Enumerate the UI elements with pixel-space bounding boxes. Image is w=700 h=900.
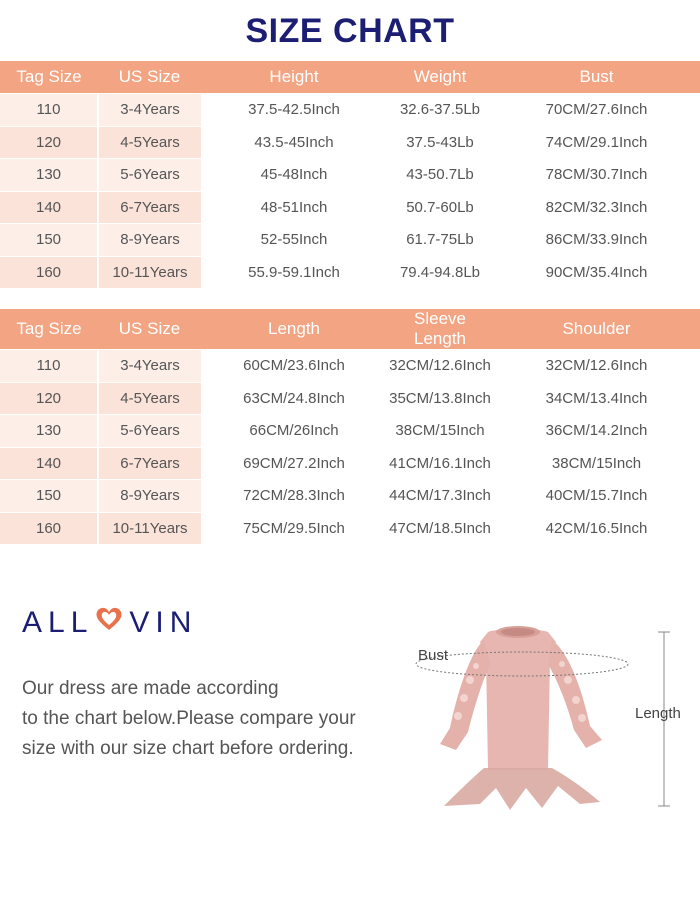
table-cell: 130 bbox=[0, 159, 98, 192]
table-cell: 63CM/24.8Inch bbox=[201, 382, 387, 415]
bust-label: Bust bbox=[418, 647, 449, 664]
table-cell: 72CM/28.3Inch bbox=[201, 480, 387, 513]
table-cell: 69CM/27.2Inch bbox=[201, 447, 387, 480]
table-cell: 52-55Inch bbox=[201, 224, 387, 257]
table-cell: 37.5-42.5Inch bbox=[201, 94, 387, 127]
table-cell: 70CM/27.6Inch bbox=[493, 94, 700, 127]
table-cell: 150 bbox=[0, 480, 98, 513]
table-cell: 48-51Inch bbox=[201, 191, 387, 224]
table-cell: 5-6Years bbox=[98, 415, 201, 448]
table-row bbox=[0, 126, 700, 159]
column-header: Length bbox=[201, 309, 387, 350]
brand-logo-right: VIN bbox=[129, 606, 198, 639]
table-cell: 120 bbox=[0, 126, 98, 159]
table-cell: 37.5-43Lb bbox=[387, 126, 493, 159]
table-cell: 110 bbox=[0, 94, 98, 127]
table-cell: 36CM/14.2Inch bbox=[493, 415, 700, 448]
size-table-measurements bbox=[0, 61, 700, 288]
table-cell: 10-11Years bbox=[98, 256, 201, 288]
column-header: US Size bbox=[98, 61, 201, 94]
table-cell: 43.5-45Inch bbox=[201, 126, 387, 159]
table-row bbox=[0, 512, 700, 544]
table-cell: 40CM/15.7Inch bbox=[493, 480, 700, 513]
table-cell: 8-9Years bbox=[98, 480, 201, 513]
brand-logo-left: ALL bbox=[22, 606, 94, 639]
table-cell: 120 bbox=[0, 382, 98, 415]
table-cell: 60CM/23.6Inch bbox=[201, 350, 387, 383]
column-header: US Size bbox=[98, 309, 201, 350]
column-header: Sleeve Length bbox=[387, 309, 493, 350]
table-header-row bbox=[0, 309, 700, 350]
table-cell: 160 bbox=[0, 512, 98, 544]
table-cell: 45-48Inch bbox=[201, 159, 387, 192]
description-line: to the chart below.Please compare your bbox=[22, 708, 356, 729]
table-cell: 32CM/12.6Inch bbox=[493, 350, 700, 383]
table-cell: 34CM/13.4Inch bbox=[493, 382, 700, 415]
table-cell: 8-9Years bbox=[98, 224, 201, 257]
table-row bbox=[0, 159, 700, 192]
table-header-row bbox=[0, 61, 700, 94]
table-row bbox=[0, 480, 700, 513]
table-cell: 82CM/32.3Inch bbox=[493, 191, 700, 224]
table-cell: 74CM/29.1Inch bbox=[493, 126, 700, 159]
table-cell: 130 bbox=[0, 415, 98, 448]
table-row bbox=[0, 415, 700, 448]
table-cell: 66CM/26Inch bbox=[201, 415, 387, 448]
column-header: Shoulder bbox=[493, 309, 700, 350]
table-cell: 78CM/30.7Inch bbox=[493, 159, 700, 192]
table-cell: 4-5Years bbox=[98, 382, 201, 415]
table-row bbox=[0, 382, 700, 415]
table-row bbox=[0, 256, 700, 288]
table-cell: 3-4Years bbox=[98, 350, 201, 383]
table-cell: 79.4-94.8Lb bbox=[387, 256, 493, 288]
table-cell: 6-7Years bbox=[98, 447, 201, 480]
table-cell: 10-11Years bbox=[98, 512, 201, 544]
table-cell: 55.9-59.1Inch bbox=[201, 256, 387, 288]
column-header: Tag Size bbox=[0, 309, 98, 350]
description-line: Our dress are made according bbox=[22, 678, 279, 699]
column-header: Weight bbox=[387, 61, 493, 94]
brand-logo bbox=[22, 606, 197, 640]
column-header: Bust bbox=[493, 61, 700, 94]
table-cell: 35CM/13.8Inch bbox=[387, 382, 493, 415]
table-cell: 150 bbox=[0, 224, 98, 257]
table-cell: 75CM/29.5Inch bbox=[201, 512, 387, 544]
table-cell: 140 bbox=[0, 447, 98, 480]
table-cell: 6-7Years bbox=[98, 191, 201, 224]
table-cell: 32CM/12.6Inch bbox=[387, 350, 493, 383]
table-row bbox=[0, 350, 700, 383]
table-cell: 32.6-37.5Lb bbox=[387, 94, 493, 127]
table-cell: 90CM/35.4Inch bbox=[493, 256, 700, 288]
table-cell: 42CM/16.5Inch bbox=[493, 512, 700, 544]
table-row bbox=[0, 191, 700, 224]
table-cell: 44CM/17.3Inch bbox=[387, 480, 493, 513]
table-cell: 4-5Years bbox=[98, 126, 201, 159]
table-cell: 47CM/18.5Inch bbox=[387, 512, 493, 544]
table-cell: 43-50.7Lb bbox=[387, 159, 493, 192]
dress-measurement-illustration bbox=[410, 620, 700, 820]
table-cell: 86CM/33.9Inch bbox=[493, 224, 700, 257]
table-cell: 160 bbox=[0, 256, 98, 288]
page-title: SIZE CHART bbox=[245, 12, 455, 50]
table-cell: 50.7-60Lb bbox=[387, 191, 493, 224]
table-cell: 38CM/15Inch bbox=[387, 415, 493, 448]
column-header: Height bbox=[201, 61, 387, 94]
table-cell: 38CM/15Inch bbox=[493, 447, 700, 480]
table-cell: 140 bbox=[0, 191, 98, 224]
table-cell: 3-4Years bbox=[98, 94, 201, 127]
table-row bbox=[0, 94, 700, 127]
description-line: size with our size chart before ordering. bbox=[22, 738, 354, 759]
column-header: Tag Size bbox=[0, 61, 98, 94]
table-cell: 5-6Years bbox=[98, 159, 201, 192]
heart-icon bbox=[95, 606, 123, 640]
size-guide-description bbox=[22, 674, 402, 764]
size-table-garment bbox=[0, 309, 700, 544]
table-row bbox=[0, 224, 700, 257]
table-cell: 61.7-75Lb bbox=[387, 224, 493, 257]
table-cell: 41CM/16.1Inch bbox=[387, 447, 493, 480]
length-label: Length bbox=[635, 705, 681, 722]
table-cell: 110 bbox=[0, 350, 98, 383]
table-row bbox=[0, 447, 700, 480]
